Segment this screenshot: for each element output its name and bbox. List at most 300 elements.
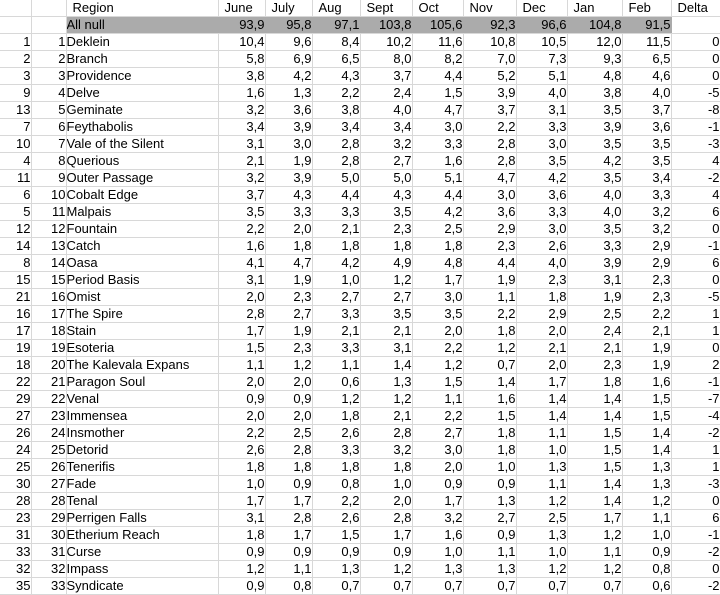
sort-index-cell[interactable]: 1 <box>0 34 31 51</box>
delta-cell[interactable] <box>671 17 720 34</box>
month-value-cell[interactable]: 1,3 <box>312 561 360 578</box>
rank-cell[interactable]: 3 <box>31 68 66 85</box>
month-value-cell[interactable]: 1,8 <box>463 442 516 459</box>
sort-index-cell[interactable]: 22 <box>0 374 31 391</box>
delta-cell[interactable]: -1 <box>671 119 720 136</box>
month-value-cell[interactable]: 2,2 <box>463 306 516 323</box>
rank-cell[interactable]: 24 <box>31 425 66 442</box>
region-cell[interactable]: Fountain <box>66 221 218 238</box>
month-value-cell[interactable]: 1,2 <box>312 391 360 408</box>
month-value-cell[interactable]: 92,3 <box>463 17 516 34</box>
sort-index-cell[interactable]: 13 <box>0 102 31 119</box>
rank-cell[interactable]: 27 <box>31 476 66 493</box>
region-cell[interactable]: Outer Passage <box>66 170 218 187</box>
month-value-cell[interactable]: 1,8 <box>218 527 265 544</box>
month-value-cell[interactable]: 2,7 <box>360 153 412 170</box>
month-value-cell[interactable]: 3,1 <box>218 272 265 289</box>
delta-cell[interactable]: 0 <box>671 221 720 238</box>
delta-cell[interactable]: 1 <box>671 323 720 340</box>
rank-cell[interactable]: 18 <box>31 323 66 340</box>
month-value-cell[interactable]: 2,5 <box>265 425 312 442</box>
month-value-cell[interactable]: 3,1 <box>218 510 265 527</box>
month-value-cell[interactable]: 3,7 <box>622 102 671 119</box>
month-value-cell[interactable]: 0,9 <box>360 544 412 561</box>
region-cell[interactable]: Impass <box>66 561 218 578</box>
month-value-cell[interactable]: 0,8 <box>265 578 312 595</box>
month-value-cell[interactable]: 3,6 <box>516 187 567 204</box>
month-value-cell[interactable]: 1,1 <box>412 391 463 408</box>
month-value-cell[interactable]: 1,7 <box>218 323 265 340</box>
month-value-cell[interactable]: 1,1 <box>312 357 360 374</box>
month-value-cell[interactable]: 4,4 <box>463 255 516 272</box>
month-value-cell[interactable]: 2,7 <box>360 289 412 306</box>
month-value-cell[interactable]: 11,5 <box>622 34 671 51</box>
sort-index-cell[interactable]: 23 <box>0 510 31 527</box>
month-value-cell[interactable]: 4,0 <box>516 255 567 272</box>
month-value-cell[interactable]: 2,0 <box>412 323 463 340</box>
month-value-cell[interactable]: 10,4 <box>218 34 265 51</box>
month-value-cell[interactable]: 3,0 <box>463 187 516 204</box>
month-value-cell[interactable]: 3,2 <box>360 136 412 153</box>
delta-cell[interactable]: 0 <box>671 493 720 510</box>
month-value-cell[interactable]: 3,3 <box>265 204 312 221</box>
delta-cell[interactable]: 0 <box>671 340 720 357</box>
month-value-cell[interactable]: 1,2 <box>360 561 412 578</box>
month-value-cell[interactable]: 103,8 <box>360 17 412 34</box>
month-value-cell[interactable]: 1,6 <box>218 238 265 255</box>
month-value-cell[interactable]: 2,2 <box>218 221 265 238</box>
month-value-cell[interactable]: 3,7 <box>218 187 265 204</box>
month-value-cell[interactable]: 3,3 <box>312 442 360 459</box>
month-value-cell[interactable]: 2,3 <box>360 221 412 238</box>
region-cell[interactable]: Insmother <box>66 425 218 442</box>
region-cell[interactable]: Branch <box>66 51 218 68</box>
rank-cell[interactable]: 6 <box>31 119 66 136</box>
delta-cell[interactable]: -1 <box>671 527 720 544</box>
rank-cell[interactable]: 1 <box>31 34 66 51</box>
region-cell[interactable]: The Kalevala Expans <box>66 357 218 374</box>
month-value-cell[interactable]: 2,9 <box>622 238 671 255</box>
delta-cell[interactable]: 6 <box>671 255 720 272</box>
month-value-cell[interactable]: 1,5 <box>567 459 622 476</box>
month-value-cell[interactable]: 1,7 <box>412 493 463 510</box>
month-value-cell[interactable]: 2,8 <box>360 425 412 442</box>
month-value-cell[interactable]: 1,4 <box>516 408 567 425</box>
month-value-cell[interactable]: 2,0 <box>265 221 312 238</box>
month-value-cell[interactable]: 3,0 <box>412 289 463 306</box>
column-header-jan[interactable]: Jan <box>567 0 622 17</box>
sort-index-cell[interactable]: 8 <box>0 255 31 272</box>
month-value-cell[interactable]: 0,7 <box>567 578 622 595</box>
month-value-cell[interactable]: 1,8 <box>516 289 567 306</box>
month-value-cell[interactable]: 1,2 <box>516 493 567 510</box>
month-value-cell[interactable]: 4,8 <box>567 68 622 85</box>
month-value-cell[interactable]: 93,9 <box>218 17 265 34</box>
month-value-cell[interactable]: 1,7 <box>567 510 622 527</box>
sort-index-cell[interactable]: 10 <box>0 136 31 153</box>
month-value-cell[interactable]: 1,3 <box>463 561 516 578</box>
rank-cell[interactable]: 28 <box>31 493 66 510</box>
delta-cell[interactable]: 1 <box>671 459 720 476</box>
month-value-cell[interactable]: 0,6 <box>312 374 360 391</box>
month-value-cell[interactable]: 2,8 <box>463 136 516 153</box>
month-value-cell[interactable]: 2,1 <box>622 323 671 340</box>
region-cell[interactable]: Venal <box>66 391 218 408</box>
month-value-cell[interactable]: 3,5 <box>622 136 671 153</box>
month-value-cell[interactable]: 2,0 <box>412 459 463 476</box>
month-value-cell[interactable]: 2,0 <box>516 323 567 340</box>
region-cell[interactable]: Immensea <box>66 408 218 425</box>
region-cell[interactable]: Paragon Soul <box>66 374 218 391</box>
month-value-cell[interactable]: 1,1 <box>516 476 567 493</box>
month-value-cell[interactable]: 1,6 <box>218 85 265 102</box>
rank-cell[interactable]: 7 <box>31 136 66 153</box>
region-cell[interactable]: Tenal <box>66 493 218 510</box>
rank-cell[interactable]: 14 <box>31 255 66 272</box>
month-value-cell[interactable]: 1,7 <box>360 527 412 544</box>
delta-cell[interactable]: -2 <box>671 170 720 187</box>
month-value-cell[interactable]: 2,4 <box>360 85 412 102</box>
month-value-cell[interactable]: 2,6 <box>516 238 567 255</box>
month-value-cell[interactable]: 4,0 <box>360 102 412 119</box>
month-value-cell[interactable]: 3,2 <box>412 510 463 527</box>
month-value-cell[interactable]: 0,7 <box>312 578 360 595</box>
month-value-cell[interactable]: 0,9 <box>218 578 265 595</box>
month-value-cell[interactable]: 2,2 <box>463 119 516 136</box>
column-header-feb[interactable]: Feb <box>622 0 671 17</box>
month-value-cell[interactable]: 1,4 <box>567 493 622 510</box>
month-value-cell[interactable]: 1,8 <box>360 459 412 476</box>
month-value-cell[interactable]: 1,2 <box>622 493 671 510</box>
month-value-cell[interactable]: 3,3 <box>622 187 671 204</box>
month-value-cell[interactable]: 3,0 <box>265 136 312 153</box>
region-cell[interactable]: Omist <box>66 289 218 306</box>
month-value-cell[interactable]: 2,9 <box>516 306 567 323</box>
month-value-cell[interactable]: 3,5 <box>567 170 622 187</box>
sort-index-cell[interactable]: 16 <box>0 306 31 323</box>
rank-cell[interactable]: 8 <box>31 153 66 170</box>
month-value-cell[interactable]: 5,2 <box>463 68 516 85</box>
rank-cell[interactable]: 20 <box>31 357 66 374</box>
month-value-cell[interactable]: 4,2 <box>412 204 463 221</box>
month-value-cell[interactable]: 3,5 <box>622 153 671 170</box>
month-value-cell[interactable]: 1,9 <box>622 357 671 374</box>
month-value-cell[interactable]: 1,5 <box>218 340 265 357</box>
month-value-cell[interactable]: 2,4 <box>567 323 622 340</box>
sort-index-cell[interactable]: 7 <box>0 119 31 136</box>
month-value-cell[interactable]: 1,7 <box>412 272 463 289</box>
month-value-cell[interactable]: 0,7 <box>463 578 516 595</box>
month-value-cell[interactable]: 0,9 <box>218 391 265 408</box>
month-value-cell[interactable]: 1,3 <box>516 459 567 476</box>
month-value-cell[interactable]: 4,2 <box>312 255 360 272</box>
month-value-cell[interactable]: 1,5 <box>312 527 360 544</box>
month-value-cell[interactable]: 1,4 <box>622 425 671 442</box>
month-value-cell[interactable]: 1,2 <box>360 272 412 289</box>
month-value-cell[interactable]: 6,5 <box>622 51 671 68</box>
month-value-cell[interactable]: 2,3 <box>622 272 671 289</box>
month-value-cell[interactable]: 1,1 <box>265 561 312 578</box>
month-value-cell[interactable]: 3,3 <box>516 119 567 136</box>
month-value-cell[interactable]: 3,5 <box>516 153 567 170</box>
month-value-cell[interactable]: 4,0 <box>567 204 622 221</box>
month-value-cell[interactable]: 1,8 <box>312 408 360 425</box>
month-value-cell[interactable]: 1,5 <box>463 408 516 425</box>
month-value-cell[interactable]: 0,7 <box>516 578 567 595</box>
month-value-cell[interactable]: 3,1 <box>516 102 567 119</box>
region-cell[interactable]: All null <box>66 17 218 34</box>
month-value-cell[interactable]: 1,6 <box>463 391 516 408</box>
month-value-cell[interactable]: 105,6 <box>412 17 463 34</box>
sort-index-cell[interactable]: 18 <box>0 357 31 374</box>
month-value-cell[interactable]: 1,0 <box>463 459 516 476</box>
month-value-cell[interactable]: 2,2 <box>412 408 463 425</box>
month-value-cell[interactable]: 2,7 <box>265 306 312 323</box>
month-value-cell[interactable]: 2,0 <box>218 408 265 425</box>
month-value-cell[interactable]: 2,2 <box>312 493 360 510</box>
month-value-cell[interactable]: 3,6 <box>622 119 671 136</box>
region-cell[interactable]: Catch <box>66 238 218 255</box>
sort-index-cell[interactable]: 3 <box>0 68 31 85</box>
region-cell[interactable]: Fade <box>66 476 218 493</box>
region-cell[interactable]: Syndicate <box>66 578 218 595</box>
delta-cell[interactable]: -1 <box>671 374 720 391</box>
month-value-cell[interactable]: 3,5 <box>360 306 412 323</box>
month-value-cell[interactable]: 2,0 <box>360 493 412 510</box>
month-value-cell[interactable]: 1,5 <box>567 442 622 459</box>
month-value-cell[interactable]: 4,7 <box>463 170 516 187</box>
rank-cell[interactable]: 11 <box>31 204 66 221</box>
month-value-cell[interactable]: 2,3 <box>622 289 671 306</box>
rank-cell[interactable]: 10 <box>31 187 66 204</box>
month-value-cell[interactable]: 2,0 <box>265 408 312 425</box>
month-value-cell[interactable]: 1,9 <box>265 153 312 170</box>
month-value-cell[interactable]: 2,8 <box>265 510 312 527</box>
month-value-cell[interactable]: 1,9 <box>265 323 312 340</box>
month-value-cell[interactable]: 2,0 <box>218 374 265 391</box>
month-value-cell[interactable]: 0,7 <box>360 578 412 595</box>
month-value-cell[interactable]: 3,1 <box>360 340 412 357</box>
month-value-cell[interactable]: 5,1 <box>412 170 463 187</box>
region-cell[interactable]: Oasa <box>66 255 218 272</box>
month-value-cell[interactable]: 3,5 <box>360 204 412 221</box>
rank-cell[interactable]: 29 <box>31 510 66 527</box>
month-value-cell[interactable]: 1,1 <box>567 544 622 561</box>
month-value-cell[interactable]: 1,3 <box>265 85 312 102</box>
month-value-cell[interactable]: 0,8 <box>312 476 360 493</box>
delta-cell[interactable]: -8 <box>671 102 720 119</box>
month-value-cell[interactable]: 4,4 <box>312 187 360 204</box>
month-value-cell[interactable]: 2,3 <box>265 289 312 306</box>
month-value-cell[interactable]: 1,8 <box>412 238 463 255</box>
month-value-cell[interactable]: 1,8 <box>360 238 412 255</box>
sort-index-cell[interactable]: 30 <box>0 476 31 493</box>
month-value-cell[interactable]: 2,3 <box>265 340 312 357</box>
column-header-delta[interactable]: Delta <box>671 0 720 17</box>
month-value-cell[interactable]: 5,0 <box>360 170 412 187</box>
rank-cell[interactable]: 21 <box>31 374 66 391</box>
month-value-cell[interactable]: 3,2 <box>360 442 412 459</box>
month-value-cell[interactable]: 2,2 <box>412 340 463 357</box>
rank-cell[interactable]: 2 <box>31 51 66 68</box>
month-value-cell[interactable]: 1,9 <box>622 340 671 357</box>
month-value-cell[interactable]: 2,7 <box>312 289 360 306</box>
region-cell[interactable]: Feythabolis <box>66 119 218 136</box>
month-value-cell[interactable]: 0,7 <box>463 357 516 374</box>
month-value-cell[interactable]: 1,1 <box>463 289 516 306</box>
rank-cell[interactable]: 33 <box>31 578 66 595</box>
month-value-cell[interactable]: 10,8 <box>463 34 516 51</box>
sort-index-cell[interactable]: 15 <box>0 272 31 289</box>
month-value-cell[interactable]: 1,2 <box>360 391 412 408</box>
sort-index-cell[interactable]: 17 <box>0 323 31 340</box>
month-value-cell[interactable]: 4,4 <box>412 187 463 204</box>
month-value-cell[interactable]: 0,9 <box>622 544 671 561</box>
month-value-cell[interactable]: 2,8 <box>360 510 412 527</box>
month-value-cell[interactable]: 1,5 <box>567 425 622 442</box>
delta-cell[interactable]: -2 <box>671 425 720 442</box>
delta-cell[interactable]: -5 <box>671 85 720 102</box>
month-value-cell[interactable]: 9,6 <box>265 34 312 51</box>
month-value-cell[interactable]: 1,4 <box>567 476 622 493</box>
month-value-cell[interactable]: 0,9 <box>218 544 265 561</box>
month-value-cell[interactable]: 2,1 <box>218 153 265 170</box>
delta-cell[interactable]: 4 <box>671 187 720 204</box>
month-value-cell[interactable]: 2,1 <box>360 323 412 340</box>
month-value-cell[interactable]: 1,8 <box>463 425 516 442</box>
month-value-cell[interactable]: 2,3 <box>516 272 567 289</box>
month-value-cell[interactable]: 1,1 <box>622 510 671 527</box>
month-value-cell[interactable]: 2,9 <box>463 221 516 238</box>
sort-index-cell[interactable]: 4 <box>0 153 31 170</box>
month-value-cell[interactable]: 2,0 <box>265 374 312 391</box>
delta-cell[interactable]: -1 <box>671 238 720 255</box>
month-value-cell[interactable]: 1,9 <box>463 272 516 289</box>
month-value-cell[interactable]: 1,5 <box>412 85 463 102</box>
month-value-cell[interactable]: 1,8 <box>265 238 312 255</box>
month-value-cell[interactable]: 1,8 <box>567 374 622 391</box>
sort-index-cell[interactable]: 11 <box>0 170 31 187</box>
month-value-cell[interactable]: 3,2 <box>622 221 671 238</box>
month-value-cell[interactable]: 3,6 <box>265 102 312 119</box>
sort-index-cell[interactable]: 25 <box>0 459 31 476</box>
month-value-cell[interactable]: 1,9 <box>567 289 622 306</box>
rank-cell[interactable]: 26 <box>31 459 66 476</box>
sort-index-cell[interactable]: 28 <box>0 493 31 510</box>
month-value-cell[interactable]: 1,4 <box>463 374 516 391</box>
rank-cell[interactable]: 30 <box>31 527 66 544</box>
month-value-cell[interactable]: 3,8 <box>218 68 265 85</box>
month-value-cell[interactable]: 1,3 <box>516 527 567 544</box>
month-value-cell[interactable]: 3,8 <box>567 85 622 102</box>
month-value-cell[interactable]: 3,7 <box>463 102 516 119</box>
month-value-cell[interactable]: 3,8 <box>312 102 360 119</box>
month-value-cell[interactable]: 1,8 <box>218 459 265 476</box>
month-value-cell[interactable]: 8,2 <box>412 51 463 68</box>
month-value-cell[interactable]: 2,5 <box>516 510 567 527</box>
month-value-cell[interactable]: 4,0 <box>516 85 567 102</box>
month-value-cell[interactable]: 1,1 <box>516 425 567 442</box>
month-value-cell[interactable]: 1,0 <box>312 272 360 289</box>
column-header-blank-b[interactable] <box>31 0 66 17</box>
month-value-cell[interactable]: 2,3 <box>567 357 622 374</box>
month-value-cell[interactable]: 3,6 <box>463 204 516 221</box>
month-value-cell[interactable]: 0,9 <box>312 544 360 561</box>
month-value-cell[interactable]: 3,3 <box>312 306 360 323</box>
rank-cell[interactable]: 19 <box>31 340 66 357</box>
month-value-cell[interactable]: 3,5 <box>218 204 265 221</box>
month-value-cell[interactable]: 3,1 <box>218 136 265 153</box>
month-value-cell[interactable]: 1,0 <box>516 544 567 561</box>
sort-index-cell[interactable]: 35 <box>0 578 31 595</box>
region-cell[interactable]: Etherium Reach <box>66 527 218 544</box>
month-value-cell[interactable]: 2,1 <box>312 323 360 340</box>
month-value-cell[interactable]: 4,4 <box>412 68 463 85</box>
region-cell[interactable]: Curse <box>66 544 218 561</box>
month-value-cell[interactable]: 3,2 <box>218 102 265 119</box>
month-value-cell[interactable]: 12,0 <box>567 34 622 51</box>
month-value-cell[interactable]: 3,3 <box>516 204 567 221</box>
delta-cell[interactable]: -3 <box>671 136 720 153</box>
region-cell[interactable]: Stain <box>66 323 218 340</box>
month-value-cell[interactable]: 1,7 <box>516 374 567 391</box>
column-header-sept[interactable]: Sept <box>360 0 412 17</box>
region-cell[interactable]: The Spire <box>66 306 218 323</box>
month-value-cell[interactable]: 4,2 <box>567 153 622 170</box>
month-value-cell[interactable]: 3,2 <box>218 170 265 187</box>
column-header-aug[interactable]: Aug <box>312 0 360 17</box>
region-cell[interactable]: Tenerifis <box>66 459 218 476</box>
column-header-dec[interactable]: Dec <box>516 0 567 17</box>
column-header-blank-a[interactable] <box>0 0 31 17</box>
month-value-cell[interactable]: 1,6 <box>622 374 671 391</box>
delta-cell[interactable]: 4 <box>671 153 720 170</box>
month-value-cell[interactable]: 3,7 <box>360 68 412 85</box>
sort-index-cell[interactable]: 33 <box>0 544 31 561</box>
rank-cell[interactable]: 15 <box>31 272 66 289</box>
rank-cell[interactable]: 9 <box>31 170 66 187</box>
month-value-cell[interactable]: 2,5 <box>412 221 463 238</box>
sort-index-cell[interactable] <box>0 17 31 34</box>
delta-cell[interactable]: 0 <box>671 68 720 85</box>
month-value-cell[interactable]: 3,2 <box>622 204 671 221</box>
sort-index-cell[interactable]: 6 <box>0 187 31 204</box>
column-header-oct[interactable]: Oct <box>412 0 463 17</box>
month-value-cell[interactable]: 1,3 <box>622 459 671 476</box>
month-value-cell[interactable]: 2,0 <box>218 289 265 306</box>
month-value-cell[interactable]: 2,7 <box>463 510 516 527</box>
month-value-cell[interactable]: 3,9 <box>463 85 516 102</box>
month-value-cell[interactable]: 2,1 <box>312 221 360 238</box>
month-value-cell[interactable]: 1,7 <box>265 527 312 544</box>
delta-cell[interactable]: 0 <box>671 561 720 578</box>
month-value-cell[interactable]: 2,8 <box>463 153 516 170</box>
rank-cell[interactable]: 16 <box>31 289 66 306</box>
month-value-cell[interactable]: 3,3 <box>412 136 463 153</box>
month-value-cell[interactable]: 1,0 <box>360 476 412 493</box>
region-cell[interactable]: Detorid <box>66 442 218 459</box>
month-value-cell[interactable]: 4,3 <box>265 187 312 204</box>
region-cell[interactable]: Period Basis <box>66 272 218 289</box>
region-cell[interactable]: Deklein <box>66 34 218 51</box>
month-value-cell[interactable]: 4,3 <box>312 68 360 85</box>
month-value-cell[interactable]: 3,4 <box>622 170 671 187</box>
month-value-cell[interactable]: 1,3 <box>412 561 463 578</box>
sort-index-cell[interactable]: 9 <box>0 85 31 102</box>
month-value-cell[interactable]: 1,3 <box>360 374 412 391</box>
rank-cell[interactable]: 12 <box>31 221 66 238</box>
month-value-cell[interactable]: 1,2 <box>463 340 516 357</box>
